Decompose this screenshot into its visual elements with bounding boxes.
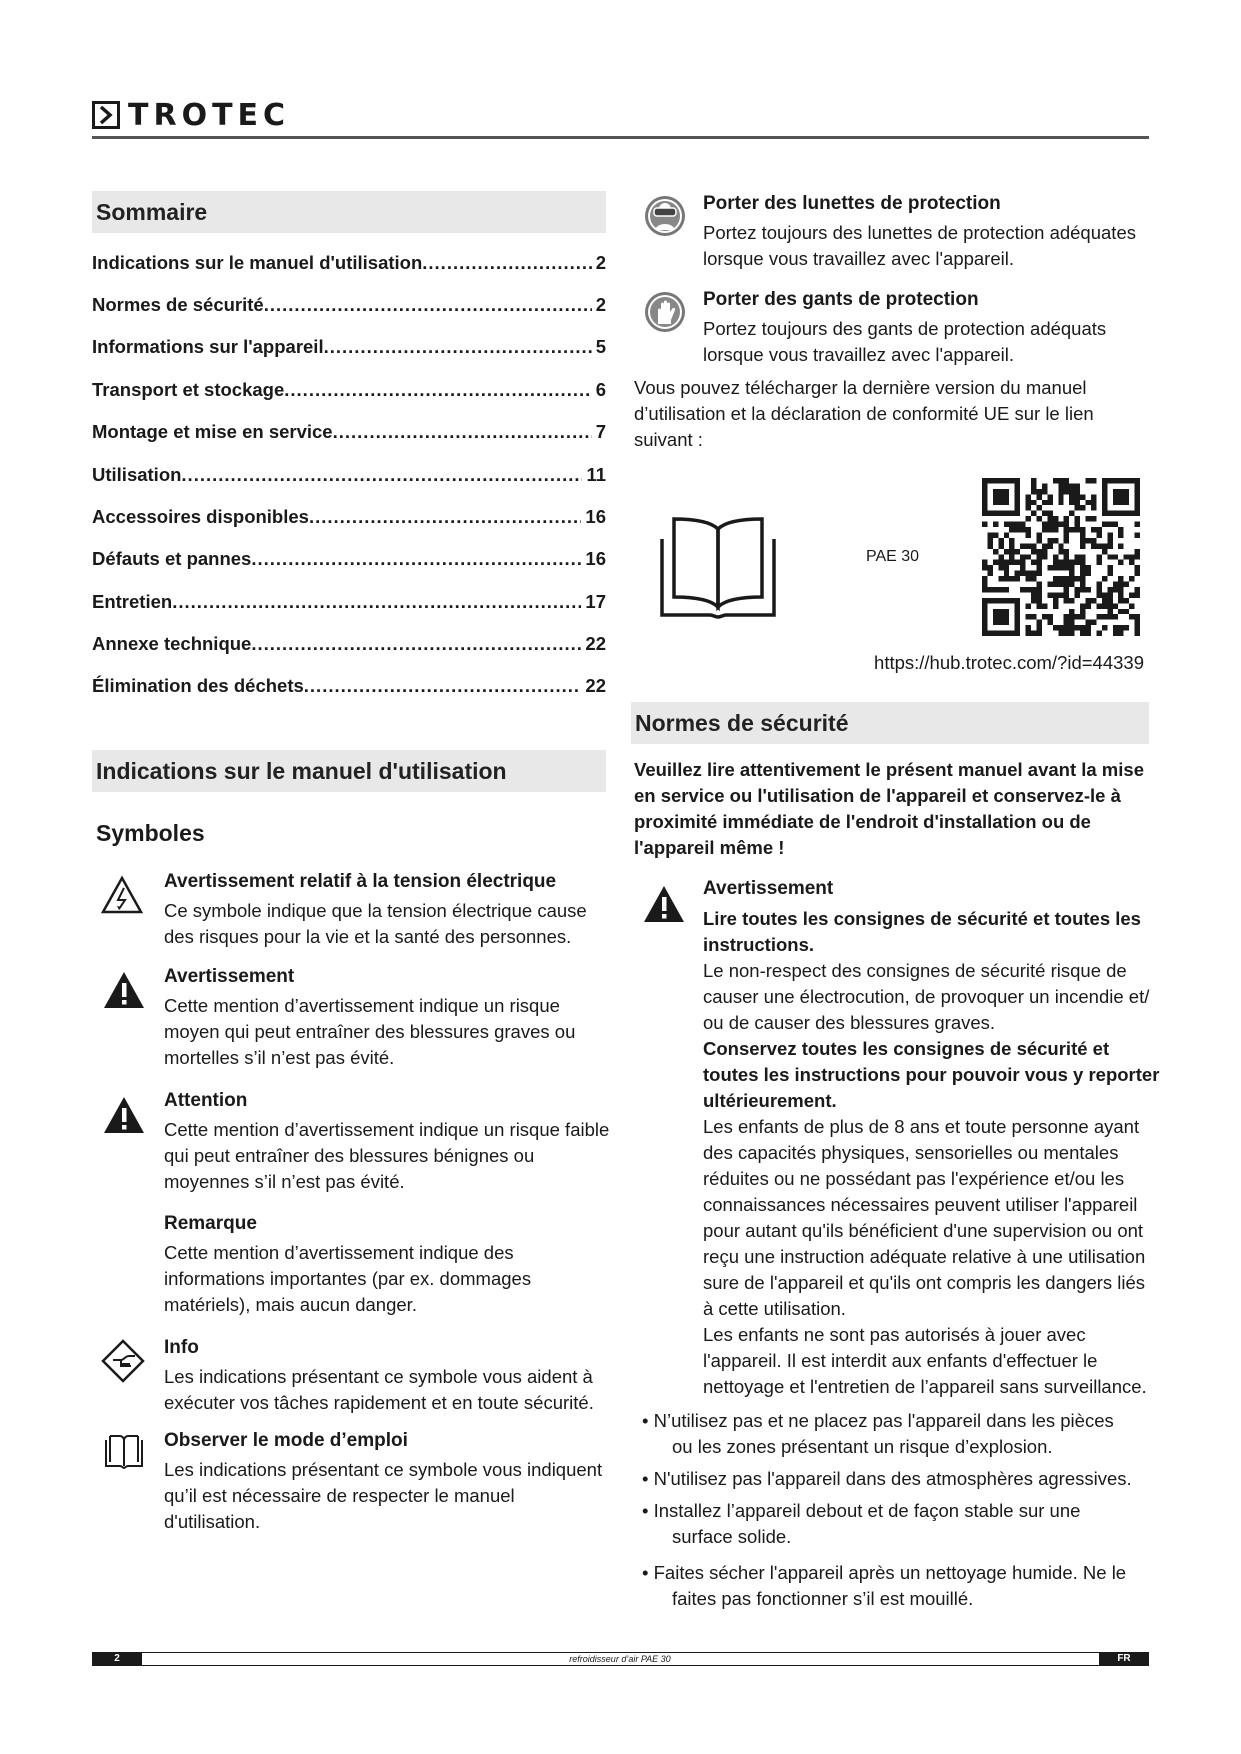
toc-item[interactable]: Élimination des déchets ..... 22: [92, 675, 606, 697]
model-label: PAE 30: [866, 548, 920, 565]
symbol-title: Avertissement relatif à la tension électrique: [164, 871, 557, 892]
toc-item[interactable]: Accessoires disponibles ..... 16: [92, 506, 606, 528]
safety-warning-body: Lire toutes les consignes de sécurité et toutes les instructions. Le non-respect des consignes de sécurité risque de causer une électrocution, de provoquer un incendie et/ ou de causer des blessures graves. Conservez toutes les consignes de sécurité et toutes les instructions pour pouvoir vous y reporter ultérieurement. Les enfants de plus de 8 ans et toute personne ayant des capacités physiques, sensorielles ou mentales réduites ou ne possédant pas l'expérience et/ou les connaissances nécessaires peuvent utiliser l'appareil pour autant qu'ils bénéficient d'une supervision ou ont reçu une instruction adéquate relative à une utilisation sure de l'appareil et qu'ils ont compris les dangers liés à cette utilisation. Les enfants ne sont pas autorisés à jouer avec l'appareil. Il est interdit aux enfants d'effectuer le nettoyage et l'entretien de l’appareil sans surveillance.: [703, 908, 1160, 1397]
symbol-description: Cette mention d’avertissement indique un risque moyen qui peut entraîner des blessures graves ou mortelles s’il n’est pas évité.: [164, 995, 576, 1068]
manual-book-icon: [102, 1432, 146, 1476]
safety-gloves-icon: [643, 290, 687, 334]
safety-warning-title: Avertissement: [703, 878, 834, 899]
toc-item[interactable]: Normes de sécurité ..... 2: [92, 294, 606, 316]
header-divider: [92, 136, 1149, 139]
symbol-description: Les indications présentant ce symbole vous aident à exécuter vos tâches rapidement et en toute sécurité.: [164, 1366, 594, 1413]
ppe-description: Portez toujours des lunettes de protection adéquates lorsque vous travaillez avec l'appareil.: [703, 222, 1136, 269]
footer-page-number: 2: [92, 1652, 142, 1666]
download-paragraph: Vous pouvez télécharger la dernière version du manuel d’utilisation et la déclaration de conformité UE sur le lien suivant :: [634, 377, 1094, 450]
symbol-title: Avertissement: [164, 966, 295, 987]
toc-item[interactable]: Utilisation ..... 11: [92, 464, 606, 486]
ppe-title: Porter des lunettes de protection: [703, 193, 1001, 214]
caution-icon: [102, 1095, 146, 1139]
brand-name: TROTEC: [128, 97, 291, 133]
download-link[interactable]: https://hub.trotec.com/?id=44339: [874, 652, 1144, 673]
warning-icon: [102, 970, 146, 1014]
safety-heading: Normes de sécurité: [631, 702, 1149, 744]
toc-heading: Sommaire: [92, 191, 606, 233]
ppe-description: Portez toujours des gants de protection adéquats lorsque vous travaillez avec l'appareil.: [703, 318, 1107, 365]
toc-item[interactable]: Informations sur l'appareil ..... 5: [92, 336, 606, 358]
safety-bullet: • Installez l’appareil debout et de façon stable sur une surface solide.: [642, 1500, 1081, 1547]
safety-bullet: • N'utilisez pas l'appareil dans des atmosphères agressives.: [642, 1468, 1132, 1489]
symbol-title: Attention: [164, 1090, 248, 1111]
toc-item[interactable]: Annexe technique ..... 22: [92, 633, 606, 655]
symbol-description: Cette mention d’avertissement indique un risque faible qui peut entraîner des blessures bénignes ou moyennes s’il n’est pas évité.: [164, 1119, 610, 1192]
logo-chevron-icon: [92, 101, 120, 129]
safety-bullet: • Faites sécher l'appareil après un nettoyage humide. Ne le faites pas fonctionner s’il est mouillé.: [642, 1562, 1127, 1609]
symbol-title: Observer le mode d’emploi: [164, 1430, 408, 1451]
safety-intro: Veuillez lire attentivement le présent manuel avant la mise en service ou l'utilisation de l'appareil et conservez-le à proximité immédiate de l'endroit d'installation ou de l'appareil même !: [634, 759, 1144, 858]
manual-book-icon: [658, 515, 778, 620]
safety-goggles-icon: [643, 194, 687, 238]
manual-section-heading: Indications sur le manuel d'utilisation: [92, 750, 606, 792]
warning-icon: [642, 884, 686, 924]
brand-logo: [92, 98, 290, 132]
qr-code[interactable]: [982, 478, 1140, 636]
safety-bullet: • N’utilisez pas et ne placez pas l'appareil dans les pièces ou les zones présentant un risque d’explosion.: [642, 1410, 1114, 1457]
footer-language: FR: [1099, 1652, 1149, 1666]
toc-item[interactable]: Transport et stockage ..... 6: [92, 379, 606, 401]
info-hand-icon: [100, 1338, 144, 1382]
toc-item[interactable]: Entretien ..... 17: [92, 591, 606, 613]
symbol-title: Remarque: [164, 1213, 257, 1234]
ppe-title: Porter des gants de protection: [703, 289, 979, 310]
symbol-description: Ce symbole indique que la tension électrique cause des risques pour la vie et la santé des personnes.: [164, 900, 587, 947]
electrical-hazard-icon: [100, 874, 144, 918]
symbol-title: Info: [164, 1337, 199, 1358]
toc-item[interactable]: Indications sur le manuel d'utilisation ..... 2: [92, 252, 606, 274]
symbols-heading: Symboles: [96, 820, 205, 846]
toc-item[interactable]: Montage et mise en service ..... 7: [92, 421, 606, 443]
toc-item[interactable]: Défauts et pannes ..... 16: [92, 548, 606, 570]
footer-document-title: refroidisseur d’air PAE 30: [569, 1654, 671, 1664]
symbol-description: Les indications présentant ce symbole vous indiquent qu’il est nécessaire de respecter le manuel d'utilisation.: [164, 1459, 603, 1532]
symbol-description: Cette mention d’avertissement indique des informations importantes (par ex. dommages matériels), mais aucun danger.: [164, 1242, 532, 1315]
